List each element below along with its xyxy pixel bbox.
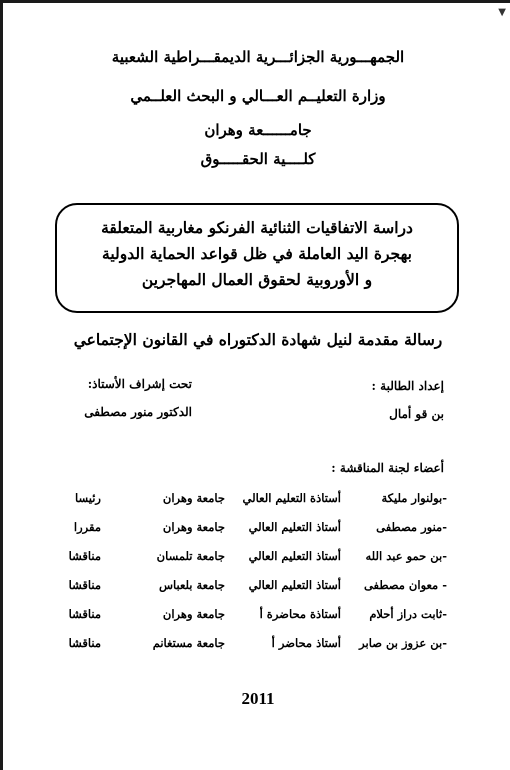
faculty-heading: كلــــية الحقـــــوق <box>200 150 316 168</box>
committee-row <box>3 636 510 656</box>
student-name: بن قو أمال <box>389 407 444 421</box>
committee-row <box>3 491 510 511</box>
member-name: -منور مصطفى <box>376 520 447 534</box>
committee-row <box>3 578 510 598</box>
committee-title: أعضاء لجنة المناقشة : <box>331 461 444 475</box>
member-role: مقررا <box>73 520 101 534</box>
member-name: -بن حمو عبد الله <box>365 549 447 563</box>
republic-heading: الجمهـــورية الجزائـــرية الديمقـــراطية الشعبية <box>111 48 405 66</box>
member-role: مناقشا <box>68 636 101 650</box>
corner-marker-icon: ▼ <box>498 7 506 18</box>
member-university: جامعة وهران <box>162 491 225 505</box>
member-rank: أستاذة محاضرة أ <box>259 607 341 621</box>
member-role: مناقشا <box>68 607 101 621</box>
member-role: مناقشا <box>68 578 101 592</box>
member-rank: أستاذ التعليم العالي <box>248 578 341 592</box>
thesis-description: رسالة مقدمة لنيل شهادة الدكتوراه في القانون الإجتماعي <box>73 330 443 349</box>
member-rank: أستاذ محاضر أ <box>271 636 341 650</box>
member-university: جامعة مستغانم <box>152 636 225 650</box>
member-name: -بولنوار مليكة <box>381 491 447 505</box>
member-name: -بن عزوز بن صابر <box>359 636 447 650</box>
supervisor-label: تحت إشراف الأستاذ: <box>87 377 192 391</box>
committee-row <box>3 549 510 569</box>
member-role: رئيسا <box>75 491 101 505</box>
member-name: - معوان مصطفى <box>363 578 447 592</box>
member-role: مناقشا <box>68 549 101 563</box>
thesis-title-box <box>55 203 459 313</box>
university-heading: جامــــــعة وهران <box>204 121 312 139</box>
member-rank: أستاذ التعليم العالي <box>248 520 341 534</box>
title-line-2: بهجرة اليد العاملة في ظل قواعد الحماية الدولية <box>102 244 412 263</box>
prepared-by-label: إعداد الطالبة : <box>371 379 444 393</box>
committee-row <box>3 520 510 540</box>
title-line-1: دراسة الاتفاقيات الثنائية الفرنكو مغاربية المتعلقة <box>101 218 413 237</box>
member-university: جامعة بلعباس <box>158 578 225 592</box>
member-name: -ثابت دراز أحلام <box>369 607 447 621</box>
member-university: جامعة تلمسان <box>156 549 225 563</box>
member-university: جامعة وهران <box>162 607 225 621</box>
member-university: جامعة وهران <box>162 520 225 534</box>
defense-year: 2011 <box>241 689 275 708</box>
title-line-3: و الأوروبية لحقوق العمال المهاجرين <box>141 270 373 289</box>
committee-row <box>3 607 510 627</box>
supervisor-name: الدكتور منور مصطفى <box>84 405 192 419</box>
ministry-heading: وزارة التعليــم العـــالي و البحث العلــمي <box>130 87 386 105</box>
member-rank: أستاذ التعليم العالي <box>248 549 341 563</box>
member-rank: أستاذة التعليم العالي <box>242 491 341 505</box>
